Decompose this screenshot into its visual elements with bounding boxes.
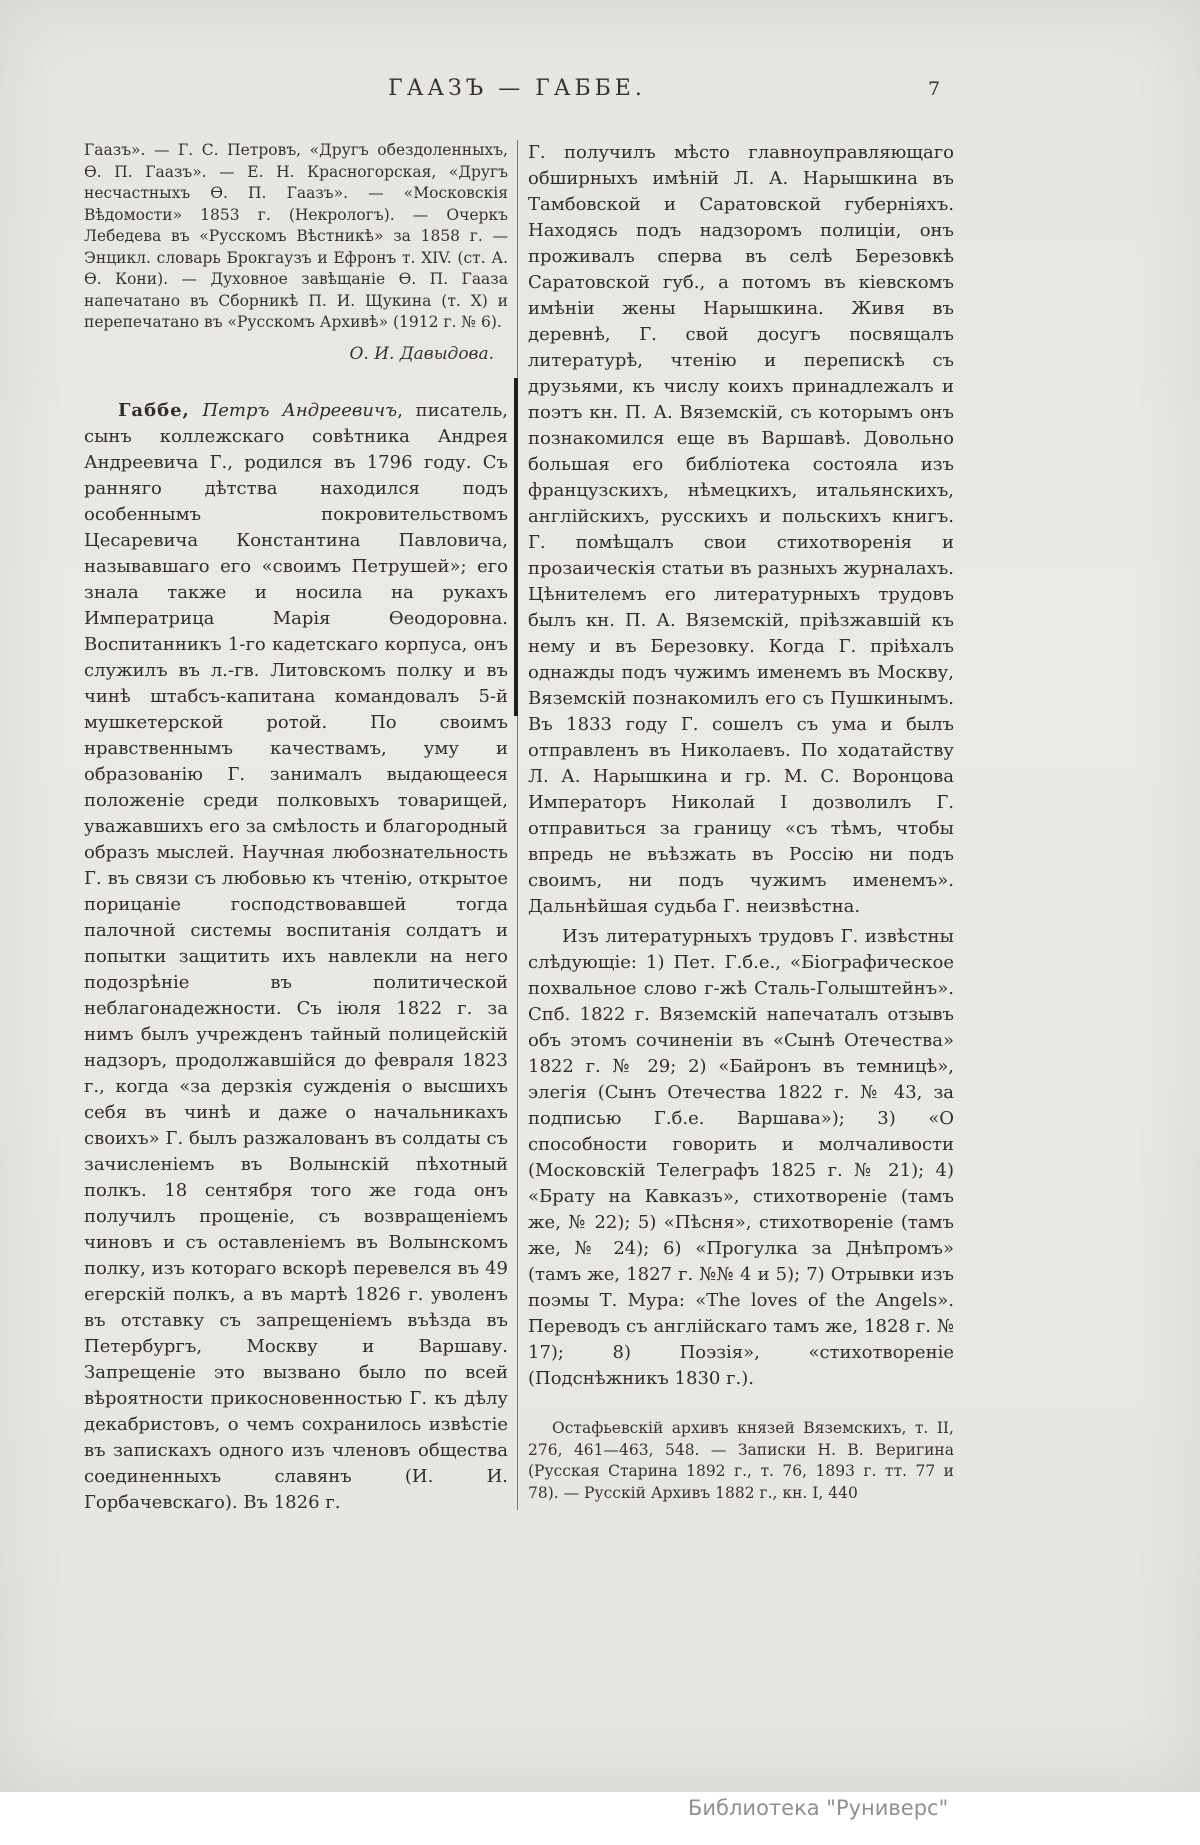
- article-person-name: Петръ Андреевичъ: [189, 399, 398, 421]
- works-list-paragraph: Изъ литературныхъ трудовъ Г. извѣстны слѣдующіе: 1) Пет. Г.б.е., «Біографическое похвальное слово г-жѣ Сталь-Голыштейнъ». Спб. 1822 г. Вяземскій напечаталъ отзывъ объ этомъ сочиненіи въ «Сынѣ Отечества» 1822 г. № 29; 2) «Байронъ въ темницѣ», элегія (Сынъ Отечества 1822 г. № 43, за подписью Г.б.е. Варшава»); 3) «О способности говорить и молчаливости (Московскій Телеграфъ 1825 г. № 21); 4) «Брату на Кавказъ», стихотвореніе (тамъ же, № 22); 5) «Пѣсня», стихотвореніе (тамъ же, № 24); 6) «Прогулка за Днѣпромъ» (тамъ же, 1827 г. №№ 4 и 5); 7) Отрывки изъ поэмы Т. Мура: «The loves of the Angels». Переводъ съ англійскаго тамъ же, 1828 г. № 17); 8) Поэзія», «стихотвореніе (Подснѣжникъ 1830 г.).: [528, 926, 954, 1389]
- bibliography-continuation: Гаазъ». — Г. С. Петровъ, «Другъ обездоленныхъ, Ѳ. П. Гаазъ». — Е. Н. Красногорская, «Другъ несчастныхъ Ѳ. П. Гаазъ». — «Московскія Вѣдомости» 1853 г. (Некрологъ). — Очеркъ Лебедева въ «Русскомъ Вѣстникѣ» за 1858 г. — Энцикл. словарь Брокгаузъ и Ефронъ т. XIV. (ст. А. Ѳ. Кони). — Духовное завѣщаніе Ѳ. П. Гааза напечатано въ Сборникѣ П. И. Щукина (т. X) и перепечатано въ «Русскомъ Архивѣ» (1912 г. № 6).: [84, 141, 508, 331]
- article-gabbe-paragraph: [84, 398, 508, 1516]
- column-divider-ink-artifact: [514, 378, 518, 716]
- article-continuation-paragraph: Г. получилъ мѣсто главноуправляющаго обширныхъ имѣній Л. А. Нарышкина въ Тамбовской и Саратовской губерніяхъ. Находясь подъ надзоромъ полиціи, онъ проживалъ сперва въ селѣ Березовкѣ Саратовской губ., а потомъ въ кіевскомъ имѣніи жены Нарышкина. Живя въ деревнѣ, Г. свой досугъ посвящалъ литературѣ, чтенію и перепискѣ съ друзьями, къ числу коихъ принадлежалъ и поэтъ кн. П. А. Вяземскій, съ которымъ онъ познакомился еще въ Варшавѣ. Довольно большая его библіотека состояла изъ французскихъ, нѣмецкихъ, итальянскихъ, англійскихъ, русскихъ и польскихъ книгъ. Г. помѣщалъ свои стихотворенія и прозаическія статьи въ разныхъ журналахъ. Цѣнителемъ его литературныхъ трудовъ былъ кн. П. А. Вяземскій, пріѣзжавшій къ нему и въ Березовку. Когда Г. пріѣхалъ однажды подъ чужимъ именемъ въ Москву, Вяземскій познакомилъ его съ Пушкинымъ. Въ 1833 году Г. сошелъ съ ума и былъ отправленъ въ Николаевъ. По ходатайству Л. А. Нарышкина и гр. М. С. Воронцова Императоръ Николай I дозволилъ Г. отправиться за границу «съ тѣмъ, чтобы впредь не въѣзжать въ Россію ни подъ своимъ, ни подъ чужимъ именемъ». Дальнѣйшая судьба Г. неизвѣстна.: [528, 142, 954, 917]
- right-column: [528, 140, 954, 1504]
- article-body-text: , писатель, сынъ коллежскаго совѣтника Андрея Андреевича Г., родился въ 1796 году. Съ ранняго дѣтства находился подъ особеннымъ покровительствомъ Цесаревича Константина Павловича, называвшаго его «своимъ Петрушей»; его знала также и носила на рукахъ Императрица Марія Ѳеодоровна. Воспитанникъ 1-го кадетскаго корпуса, онъ служилъ въ л.-гв. Литовскомъ полку и въ чинѣ штабсъ-капитана командовалъ 5-й мушкетерской ротой. По своимъ нравственнымъ качествамъ, уму и образованію Г. занималъ выдающееся положеніе среди полковыхъ товарищей, уважавшихъ его за смѣлость и благородный образъ мыслей. Научная любознательность Г. въ связи съ любовью къ чтенію, открытое порицаніе господствовавшей тогда палочной системы воспитанія солдатъ и попытки защитить ихъ навлекли на него подозрѣніе въ политической неблагонадежности. Съ іюля 1822 г. за нимъ былъ учрежденъ тайный полицейскій надзоръ, продолжавшійся до февраля 1823 г., когда «за дерзкія сужденія о высшихъ себя въ чинѣ и даже о начальникахъ своихъ» Г. былъ разжалованъ въ солдаты съ зачисленіемъ въ Волынскій пѣхотный полкъ. 18 сентября того же года онъ получилъ прощеніе, съ возвращеніемъ чиновъ и съ оставленіемъ въ Волынскомъ полку, изъ котораго вскорѣ перевелся въ 49 егерскій полкъ, а въ мартѣ 1826 г. уволенъ въ отставку съ запрещеніемъ въѣзда въ Петербургъ, Москву и Варшаву. Запрещеніе это вызвано было по всей вѣроятности прикосновенностью Г. къ дѣлу декабристовъ, о чемъ сохранилось извѣстіе въ запискахъ одного изъ членовъ общества соединенныхъ славянъ (И. И. Горбачевскаго). Въ 1826 г.: [84, 399, 508, 1513]
- column-divider-rule: [517, 140, 518, 1510]
- sources-footnote: Остафьевскій архивъ князей Вяземскихъ, т. II, 276, 461—463, 548. — Записки Н. В. Веригина (Русская Старина 1892 г., т. 76, 1893 г. тт. 77 и 78). — Русскій Архивъ 1882 г., кн. I, 440: [528, 1419, 954, 1502]
- article-headword: Габбе,: [118, 399, 190, 421]
- page-number: 7: [928, 78, 941, 100]
- library-watermark: Библиотека "Руниверс": [688, 1796, 949, 1820]
- author-signature: О. И. Давыдова.: [349, 343, 494, 364]
- running-head: ГААЗЪ — ГАББЕ.: [388, 76, 646, 101]
- left-column: [84, 140, 508, 1516]
